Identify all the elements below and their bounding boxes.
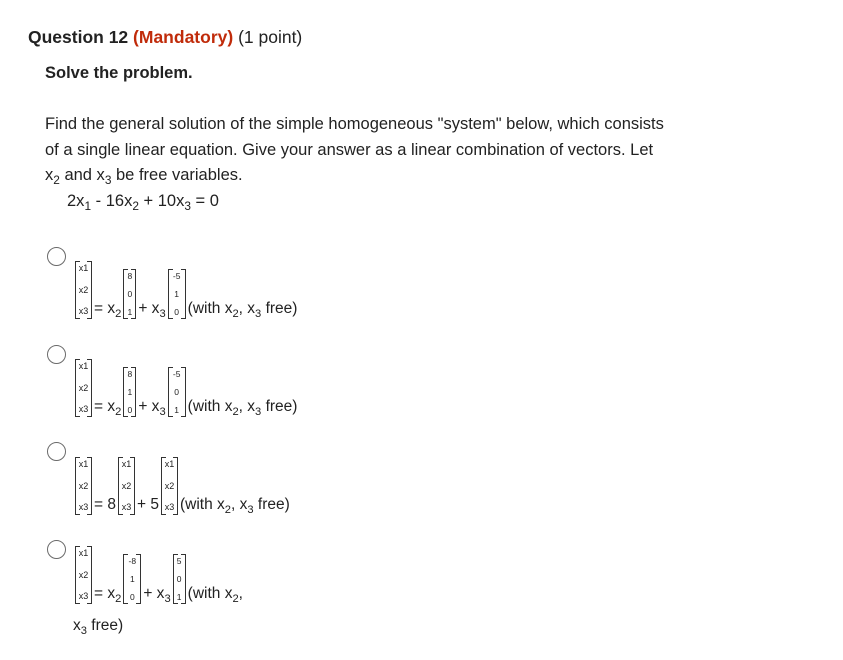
plus-x3-coef: + $x_3$: [138, 300, 166, 320]
vector-2: 5 0 1: [173, 554, 186, 604]
linear-equation: $2x_1 - 16x_2 + 10x_3 = 0$: [67, 192, 219, 213]
eq-x2-coef: = $x_2$: [94, 585, 122, 605]
prompt-line-2: of a single linear equation. Give your answer as a linear combination of vectors. Let: [45, 140, 654, 159]
mandatory-label: (Mandatory): [133, 27, 234, 47]
vector-1: -8 1 0: [123, 554, 141, 604]
option-2-radio[interactable]: [47, 345, 66, 364]
option-4-radio[interactable]: [47, 540, 66, 559]
eq-coef: = 8: [94, 496, 116, 513]
vector-1: 8 1 0: [123, 367, 136, 417]
lhs-vector: x1 x2 x3: [75, 359, 92, 417]
question-prompt: [45, 112, 725, 189]
free-variables-note: (with $x_2$, $x_3$ free): [187, 300, 298, 320]
free-variables-note: (with $x_2$, $x_3$ free): [179, 496, 290, 516]
option-4-note-continued: $x_3$ free): [73, 617, 124, 637]
vector-2: -5 0 1: [168, 367, 186, 417]
eq-x2-coef: = $x_2$: [94, 300, 122, 320]
free-variables-note: (with $x_2$, $x_3$ free): [187, 398, 298, 418]
option-3-answer[interactable]: [75, 457, 292, 515]
points-label: (1 point): [238, 27, 303, 47]
prompt-line-1: Find the general solution of the simple homogeneous "system" below, which consists: [45, 115, 664, 133]
option-1-radio[interactable]: [47, 247, 66, 266]
plus-x3-coef: + $x_3$: [143, 585, 171, 605]
eq-x2-coef: = $x_2$: [94, 398, 122, 418]
vector-2: -5 1 0: [168, 269, 186, 319]
option-1-answer[interactable]: [75, 261, 299, 319]
lhs-vector: x1 x2 x3: [75, 546, 92, 604]
prompt-line-3: $x_2$ and $x_3$ be free variables.: [45, 166, 243, 187]
instruction-text: Solve the problem.: [45, 64, 193, 82]
plus-x3-coef: + $x_3$: [138, 398, 166, 418]
lhs-vector: x1 x2 x3: [75, 261, 92, 319]
question-title: [28, 27, 302, 48]
free-variables-note: (with $x_2$,: [187, 585, 243, 605]
option-4-answer[interactable]: [75, 546, 245, 604]
plus-coef: + 5: [136, 496, 159, 513]
vector-1: 8 0 1: [123, 269, 136, 319]
question-number: Question 12: [28, 27, 129, 47]
vector-2: x1 x2 x3: [161, 457, 178, 515]
lhs-vector: x1 x2 x3: [75, 457, 92, 515]
vector-1: x1 x2 x3: [118, 457, 135, 515]
option-2-answer[interactable]: [75, 359, 299, 417]
option-3-radio[interactable]: [47, 442, 66, 461]
